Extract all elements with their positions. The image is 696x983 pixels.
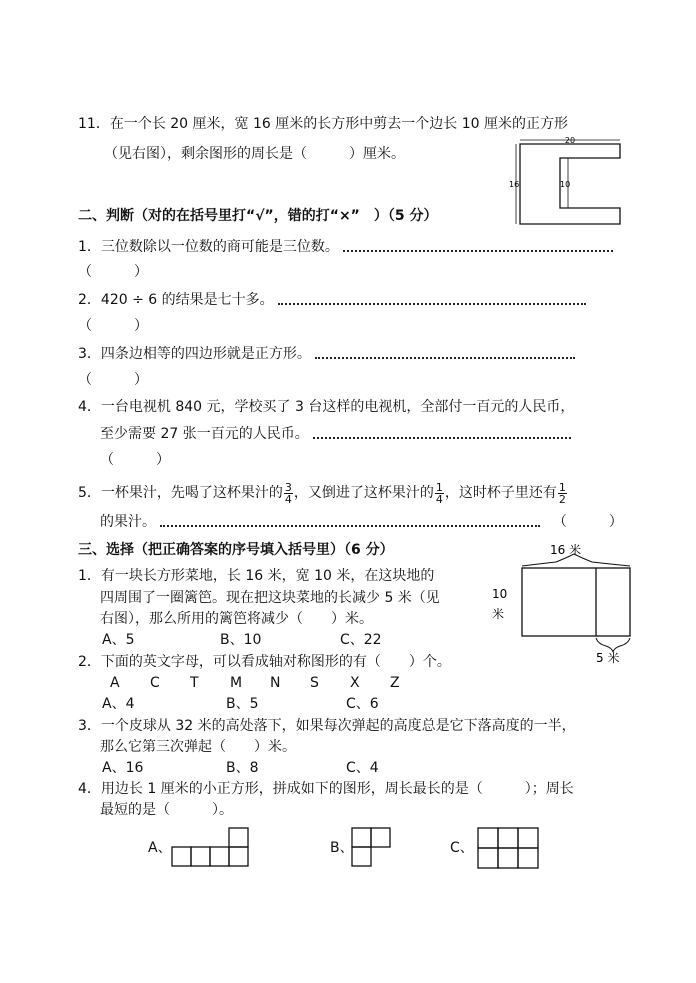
letter-c: C [150, 675, 160, 691]
letter-a: A [110, 675, 120, 691]
choice-q4-line2: 最短的是（ ）。 [100, 802, 233, 818]
shape-b-figure [350, 826, 396, 868]
judge-item-5-post: ，这时杯子里还有 [444, 485, 557, 501]
choice-q2-option-a: A、4 [102, 696, 135, 712]
choice-q1-line3: 右图），那么所用的篱笆将减少（ ）米。 [100, 611, 373, 627]
choice-q3-line1: 3．一个皮球从 32 米的高处落下，如果每次弹起的高度总是它下落高度的一半， [78, 718, 576, 734]
choice-q4-line1: 4．用边长 1 厘米的小正方形，拼成如下的图形，周长最长的是（ ）；周长 [78, 781, 574, 797]
shape-c-label: C、 [450, 840, 474, 856]
q11-line1: 11．在一个长 20 厘米，宽 16 厘米的长方形中剪去一个边长 10 厘米的正方形 [78, 116, 568, 132]
fraction-3-4 [284, 482, 293, 505]
judge-item-2-paren: （ ） [78, 318, 148, 334]
choice-q1-option-c: C、22 [340, 632, 382, 648]
judge-item-5-pre: 5．一杯果汁，先喝了这杯果汁的 [78, 485, 283, 501]
choice-q1-option-a: A、5 [102, 632, 135, 648]
judge-item-1-text: 1．三位数除以一位数的商可能是三位数。 [78, 239, 339, 255]
judge-item-4-text: 至少需要 27 张一百元的人民币。 [100, 426, 309, 442]
judge-item-5-line2 [100, 512, 623, 532]
letter-x: X [350, 675, 360, 691]
judge-item-1 [78, 237, 613, 257]
shape-c-figure [476, 826, 542, 872]
judge-item-3-paren: （ ） [78, 372, 148, 388]
judge-item-5-paren: （ ） [552, 514, 623, 530]
letter-s: S [310, 675, 319, 691]
choice-q2-text: 2．下面的英文字母，可以看成轴对称图形的有（ ）个。 [78, 654, 451, 670]
fraction-denominator: 4 [284, 492, 292, 506]
judge-item-3-text: 3．四条边相等的四边形就是正方形。 [78, 346, 311, 362]
choice-q3-line2: 那么它第三次弹起（ ）米。 [100, 739, 296, 755]
dotted-leader [278, 295, 586, 305]
fraction-denominator: 4 [435, 492, 443, 506]
choice-q1-line2: 四周围了一圈篱笆。现在把这块菜地的长减少 5 米（见 [100, 590, 440, 606]
judge-item-5-mid: ，又倒进了这杯果汁的 [293, 485, 434, 501]
choice-q3-option-c: C、4 [346, 760, 379, 776]
choice-q1-fig-left-bottom: 米 [492, 607, 505, 621]
q11-figure [508, 134, 628, 234]
judge-item-3 [78, 344, 575, 364]
choice-q1-fig-left-top: 10 [492, 587, 508, 601]
judge-item-5-line1 [78, 478, 568, 508]
q11-fig-top-label: 20 [564, 136, 576, 145]
judge-item-2 [78, 290, 586, 310]
letter-t: T [190, 675, 199, 691]
choice-q2-option-c: C、6 [346, 696, 379, 712]
judge-item-4-line2 [100, 424, 571, 444]
q11-fig-inner-label: 10 [560, 180, 571, 189]
choice-q3-option-a: A、16 [102, 760, 144, 776]
choice-q1-figure [486, 540, 646, 670]
judge-item-4-paren: （ ） [100, 452, 170, 468]
fraction-numerator: 1 [558, 480, 566, 494]
shape-a-figure [170, 826, 252, 868]
choice-q2-letters [110, 673, 430, 693]
judge-item-5-text: 的果汁。 [100, 514, 156, 530]
letter-z: Z [390, 675, 400, 691]
judge-item-1-paren: （ ） [78, 264, 148, 280]
section2-title: 二、判断（对的在括号里打“√”，错的打“×” ）（5 分） [78, 208, 438, 224]
dotted-leader [313, 429, 571, 439]
dotted-leader [160, 517, 540, 527]
fraction-numerator: 1 [435, 480, 443, 494]
choice-q1-option-b: B、10 [220, 632, 262, 648]
q11-fig-left-label: 16 [509, 180, 520, 189]
shape-b-label: B、 [330, 840, 354, 856]
section3-title: 三、选择（把正确答案的序号填入括号里）（6 分） [78, 542, 394, 558]
choice-q3-option-b: B、8 [226, 760, 259, 776]
dotted-leader [343, 242, 613, 252]
letter-m: M [230, 675, 243, 691]
fraction-1-2 [558, 482, 567, 505]
judge-item-2-text: 2．420 ÷ 6 的结果是七十多。 [78, 292, 274, 308]
letter-n: N [270, 675, 281, 691]
fraction-1-4 [435, 482, 444, 505]
choice-q1-fig-top-label: 16 米 [550, 543, 582, 557]
fraction-numerator: 3 [284, 480, 292, 494]
q11-line2: （见右图），剩余图形的周长是（ ）厘米。 [104, 146, 405, 162]
shape-a-label: A、 [148, 840, 172, 856]
choice-q2-option-b: B、5 [226, 696, 259, 712]
choice-q1-fig-cut-label: 5 米 [596, 651, 620, 665]
choice-q1-line1: 1．有一块长方形菜地，长 16 米，宽 10 米，在这块地的 [78, 568, 435, 584]
judge-item-4-line1: 4．一台电视机 840 元，学校买了 3 台这样的电视机，全部付一百元的人民币， [78, 399, 575, 415]
dotted-leader [315, 349, 575, 359]
fraction-denominator: 2 [558, 492, 566, 506]
